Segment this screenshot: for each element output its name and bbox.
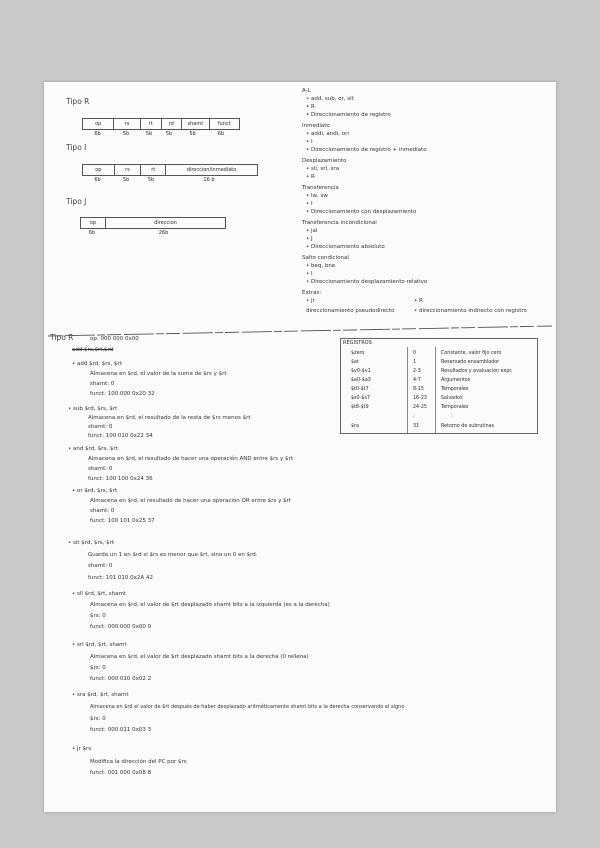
mode-line: direccionamiento pseudodirecto [306,308,395,314]
format-r-diagram [82,118,240,130]
instruction-name: • and $rd, $rs, $rt [68,446,118,452]
format-r-field: rd [162,119,183,129]
format-j-bits [80,230,223,236]
instruction-shamt: $rs: 0 [90,716,106,722]
mode-line: • sll, srl, sra [306,166,340,172]
mode-line: • beq, bne [306,263,336,269]
mode-line: • addi, andi, ori [306,131,349,137]
instruction-name: • jr $rs [72,746,92,752]
mode-line: Salto condicional [302,255,349,261]
instruction-shamt: shamt: 0 [90,508,115,514]
instruction-description: Almacena en $rd, el resultado de hacer una operación OR entre $rs y $rt [90,498,291,504]
register-number: 2-3 [413,369,421,374]
register-use: Retorno de subrutinas [441,424,495,429]
instruction-funct: funct: 100 100 0x24 36 [88,476,153,482]
instruction-name: • sub $rd, $rs, $rt [68,406,118,412]
format-r-field: funct [217,121,231,127]
format-j-field: direccion [154,220,177,226]
register-row [341,394,537,403]
register-row [341,358,537,367]
register-number: 4-7 [413,378,421,383]
instruction-name: • sll $rd, $rt, shamt [72,591,126,597]
register-use: : [451,414,453,419]
format-i-field: direccion/inmediato [186,167,237,173]
format-r-bits [82,131,236,137]
format-r-field: rs [114,119,141,129]
bit-width: 6b [217,131,225,137]
register-row [341,422,537,431]
instruction-name: • srl $rd, $rt, shamt [72,642,127,648]
register-number: 0 [413,351,417,356]
register-use: Constante, valor fijo cero [441,351,502,356]
mode-line: • R [306,174,315,180]
bit-width: 5b [122,177,130,183]
mode-line: • jr [306,298,315,304]
instruction-description: Almacena en $rd el valor de $rt después de haber desplazado aritméticamente shamt bits a la derecha conservando el signo [90,704,405,710]
bit-width: 5b [165,131,173,137]
bit-width: 5b [189,131,196,137]
mode-line: • I [306,201,313,207]
format-r-field: rt [141,119,162,129]
bit-width: 6b [94,131,101,137]
instruction-name: • slt $rd, $rs, $rt [68,540,114,546]
register-name: $s0-$s7 [351,396,370,401]
register-name: $ra [351,424,359,429]
instruction-description: Almacena en $rd, el valor de $rt desplazado shamt bits a la derecha (0 rellena) [90,654,309,660]
instruction-shamt: $rs: 0 [90,665,106,671]
format-r-field: shamt [182,119,209,129]
register-name: $a0-$a3 [351,378,371,383]
instruction-shamt: shamt: 0 [90,381,115,387]
instruction-funct: funct: 100 010 0x22 34 [88,433,153,439]
instruction-description: Almacena en $rd, el resultado de hacer una operación AND entre $rs y $rt [88,456,293,462]
mode-line: Extras: [302,290,322,296]
register-use: Reservado ensamblador [441,360,500,365]
bit-width: 6b [88,230,96,236]
mode-line: • add, sub, or, slt [306,96,354,102]
instruction-description: Modifica la dirección del PC por $rs [90,759,187,765]
mode-line: • R [414,298,423,304]
instruction-name: • or $rd, $rs, $rt [72,488,118,494]
format-j-diagram [80,217,226,229]
instruction-description: Guarda un 1 en $rd si $rs es menor que $rt, sino un 0 en $rd. [88,552,258,558]
bit-width: 16 b [203,177,215,183]
instruction-funct: funct: 100 000 0x20 32 [90,391,155,397]
instruction-funct: funct: 101 010 0x2A 42 [88,575,153,581]
instruction-shamt: $rs: 0 [90,613,106,619]
format-i-field: op [83,165,115,175]
register-name: $t0-$t7 [351,387,369,392]
instruction-funct: funct: 000 010 0x02 2 [90,676,152,682]
register-number: 8-15 [413,387,424,392]
crossed-out-note: add $rs,$rt,$rd [72,347,114,353]
mode-line: • Direccionamiento de registro + inmediato [306,147,427,153]
instruction-funct: funct: 001 000 0x08 8 [90,770,152,776]
instruction-name: • add $rd, $rs, $rt [72,361,122,367]
mode-line: • R [306,104,315,110]
format-i-diagram [82,164,258,176]
bit-width: 5b [122,131,130,137]
register-number: 16-23 [413,396,427,401]
section-opcode: op: 000 000 0x00 [90,336,139,342]
register-number: 31 [413,424,420,429]
instruction-shamt: shamt: 0 [88,466,113,472]
register-row [341,385,537,394]
mode-line: • jal [306,228,318,234]
format-i-bits [82,177,255,183]
mode-line: Inmediato [302,123,330,129]
mode-line: Transferencia incondicional [302,220,377,226]
mode-line: • J [306,236,313,242]
format-r-field: op [83,119,114,129]
register-number: : [413,414,415,419]
register-row [341,349,537,358]
register-name: $t8-$t9 [351,405,369,410]
instruction-funct: funct: 000 011 0x03 3 [90,727,152,733]
instruction-shamt: shamt: 0 [88,424,113,430]
bit-width: 5b [147,177,155,183]
format-r-title: Tipo R [66,97,90,106]
register-use: Temporales [441,405,469,410]
mode-line: • lw, sw [306,193,328,199]
mode-line: • I [306,139,313,145]
mode-line: • direccionamiento indirecto con registro [414,308,527,314]
mode-line: • I [306,271,313,277]
register-name: $zero [351,351,365,356]
format-j-title: Tipo J [66,197,87,206]
instruction-shamt: shamt: 0 [88,563,113,569]
registers-title: REGISTROS [343,340,372,346]
mode-line: A-L [302,88,311,94]
bit-width: 6b [94,177,101,183]
register-row [341,367,537,376]
mode-line: • Direccionamiento absoluto [306,244,385,250]
instruction-funct: funct: 100 101 0x25 37 [90,518,155,524]
format-i-field: rt [141,165,166,175]
mode-line: • Direccionamiento con desplazamiento [306,209,417,215]
register-use: Resultados y evaluación expr. [441,369,513,374]
format-i-field: rs [115,165,142,175]
section-title: Tipo R [50,333,74,342]
registers-table [340,338,538,434]
register-use: Argumentos [441,378,471,383]
mode-line: • Direccionamiento de registro [306,112,391,118]
notebook-page [44,82,556,812]
register-row [341,412,537,421]
format-j-field: op [81,218,106,228]
instruction-description: Almacena en $rd, el valor de $rt desplazado shamt bits a la izquierda (es a la derecha) [90,602,330,608]
register-use: Salvados [441,396,463,401]
register-number: 24-25 [413,405,427,410]
format-i-title: Tipo I [66,143,87,152]
instruction-description: Almacena en $rd, el valor de la suma de $rs y $rt [90,371,227,377]
bit-width: 26b [158,230,169,236]
register-name: $v0-$v1 [351,369,371,374]
mode-line: • Direccionamiento desplazamiento relativo [306,279,428,285]
register-row [341,376,537,385]
register-use: Temporales [441,387,469,392]
register-number: 1 [413,360,417,365]
instruction-funct: funct: 000 000 0x00 0 [90,624,152,630]
mode-line: Desplazamiento [302,158,347,164]
bit-width: 5b [145,131,153,137]
instruction-name: • sra $rd, $rt, shamt [72,692,129,698]
mode-line: Transferencia [302,185,339,191]
register-name: $at [351,360,359,365]
register-row [341,403,537,412]
instruction-description: Almacena en $rd, el resultado de la resta de $rs menos $rt [88,415,251,421]
